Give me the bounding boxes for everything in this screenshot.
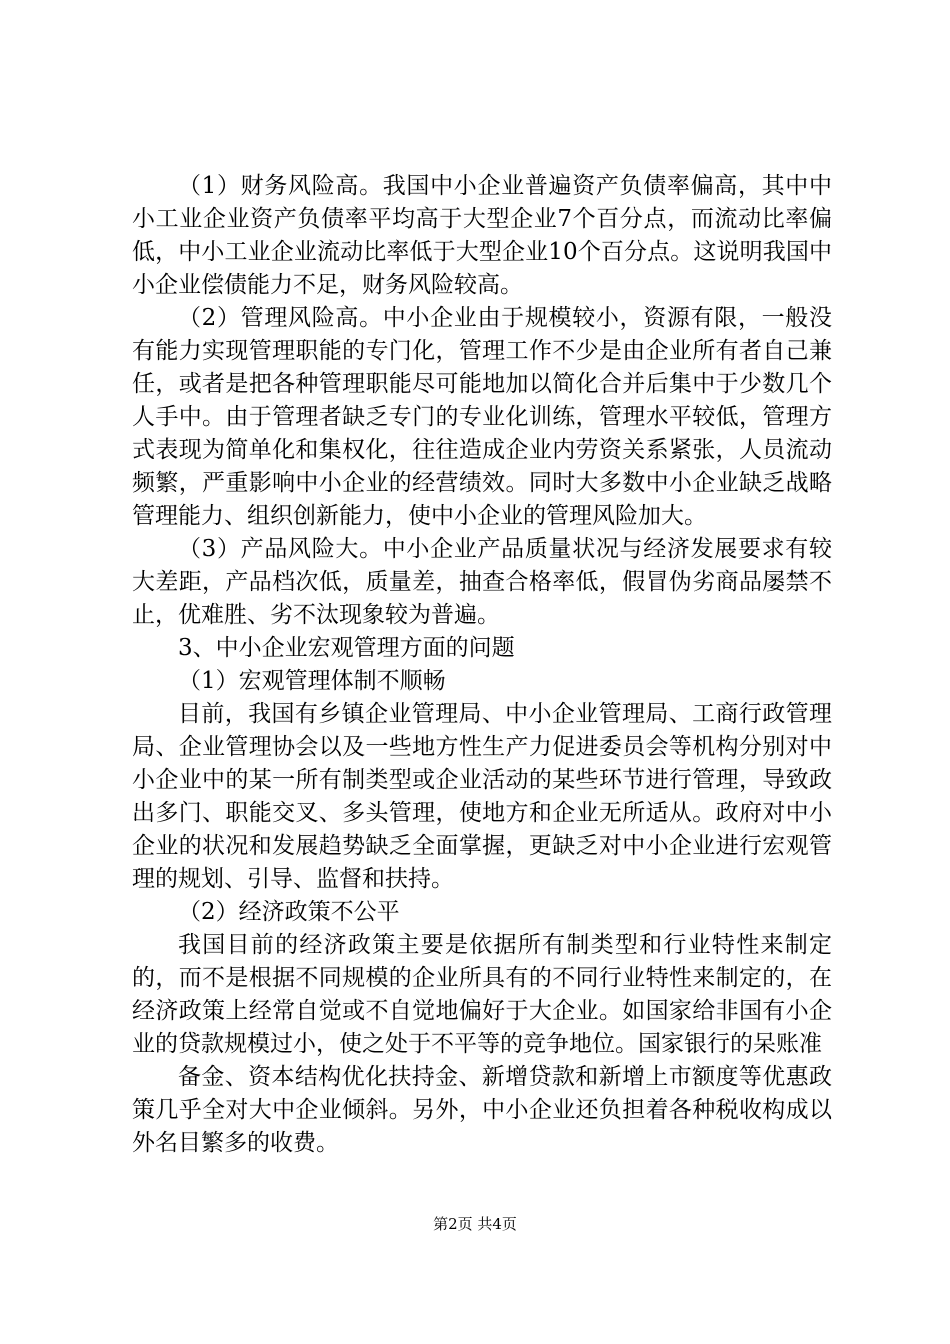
paragraph-product-risk: （3）产品风险大。中小企业产品质量状况与经济发展要求有较大差距，产品档次低，质量差，抽查合格率低，假冒伪劣商品屡禁不止，优难胜、劣不汰现象较为普遍。 [132, 536, 832, 628]
paragraph-management-risk: （2）管理风险高。中小企业由于规模较小，资源有限，一般没有能力实现管理职能的专门化，管理工作不少是由企业所有者自己兼任，或者是把各种管理职能尽可能地加以简化合并后集中于少数几个人手中。由于管理者缺乏专门的专业化训练，管理水平较低，管理方式表现为简单化和集权化，往往造成企业内劳资关系紧张，人员流动频繁，严重影响中小企业的经营绩效。同时大多数中小企业缺乏战略管理能力、组织创新能力，使中小企业的管理风险加大。 [132, 305, 832, 529]
paragraph-reserve-policy: 备金、资本结构优化扶持金、新增贷款和新增上市额度等优惠政策几乎全对大中企业倾斜。另外，中小企业还负担着各种税收构成以外名目繁多的收费。 [132, 1064, 832, 1156]
section-heading-macro-management: 3、中小企业宏观管理方面的问题 [178, 635, 515, 661]
document-body [132, 170, 832, 1160]
page-number-footer: 第2页 共4页 [433, 1215, 517, 1233]
paragraph-macro-system: 目前，我国有乡镇企业管理局、中小企业管理局、工商行政管理局、企业管理协会以及一些地方性生产力促进委员会等机构分别对中小企业中的某一所有制类型或企业活动的某些环节进行管理，导致政出多门、职能交叉、多头管理，使地方和企业无所适从。政府对中小企业的状况和发展趋势缺乏全面掌握，更缺乏对中小企业进行宏观管理的规划、引导、监督和扶持。 [132, 701, 832, 892]
subheading-economic-policy: （2）经济政策不公平 [178, 899, 400, 925]
paragraph-economic-policy: 我国目前的经济政策主要是依据所有制类型和行业特性来制定的，而不是根据不同规模的企业所具有的不同行业特性来制定的，在经济政策上经常自觉或不自觉地偏好于大企业。如国家给非国有小企业的贷款规模过小，使之处于不平等的竞争地位。国家银行的呆账准 [132, 932, 832, 1057]
paragraph-financial-risk: （1）财务风险高。我国中小企业普遍资产负债率偏高，其中中小工业企业资产负债率平均高于大型企业7个百分点，而流动比率偏低，中小工业企业流动比率低于大型企业10个百分点。这说明我国中小企业偿债能力不足，财务风险较高。 [132, 173, 832, 298]
subheading-macro-system: （1）宏观管理体制不顺畅 [178, 668, 446, 694]
